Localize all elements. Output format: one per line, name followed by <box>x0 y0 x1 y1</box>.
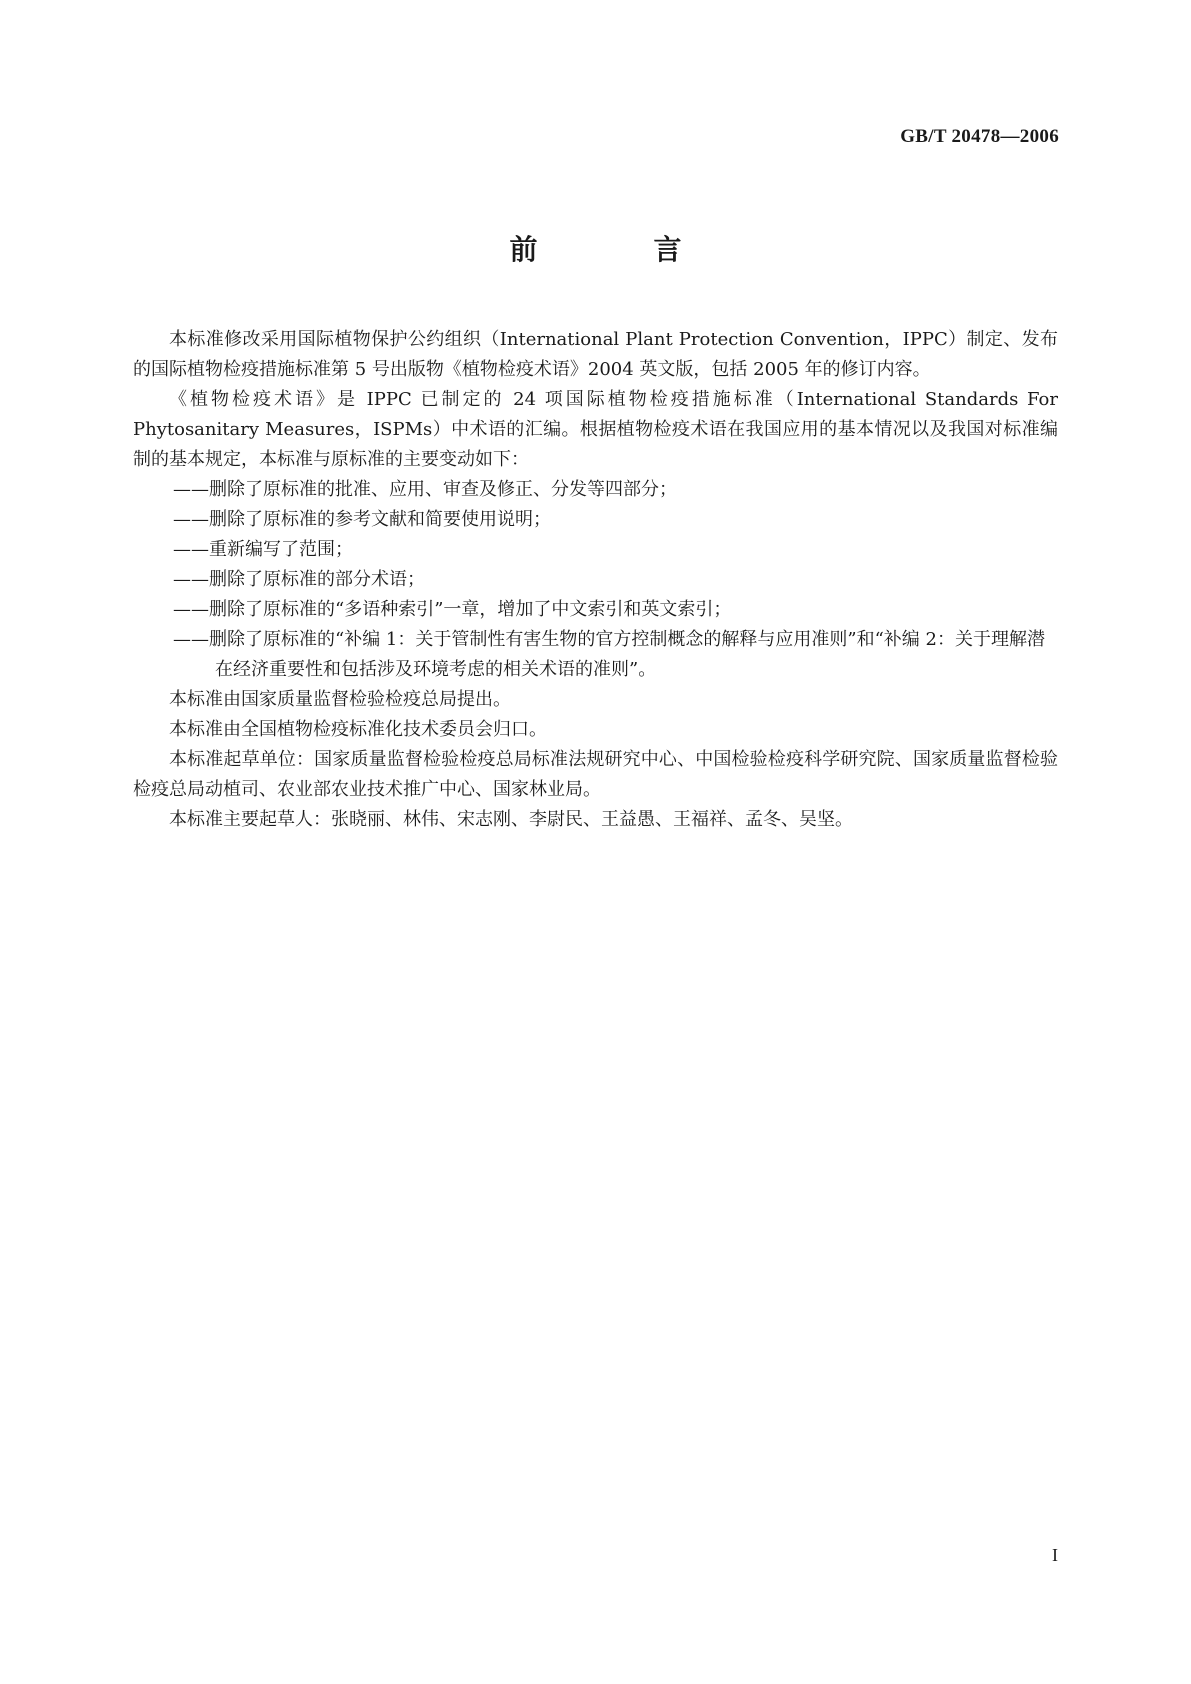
paragraph-changes-intro: 《植物检疫术语》是 IPPC 已制定的 24 项国际植物检疫措施标准（International Standards For Phytosanitary Measures，ISPMs）中术语的汇编。根据植物检疫术语在我国应用的基本情况以及我国对标准编制的基本规定，本标准与原标准的主要变动如下： <box>133 389 1058 470</box>
change-item: ——删除了原标准的“多语种索引”一章，增加了中文索引和英文索引； <box>173 599 732 620</box>
change-item: ——删除了原标准的参考文献和简要使用说明； <box>173 509 551 530</box>
paragraph-committee: 本标准由全国植物检疫标准化技术委员会归口。 <box>169 719 547 740</box>
change-item: ——删除了原标准的“补编 1：关于管制性有害生物的官方控制概念的解释与应用准则”和“补编 2：关于理解潜在经济重要性和包括涉及环境考虑的相关术语的准则”。 <box>173 629 1045 680</box>
page-title: 前 言 <box>509 233 726 266</box>
change-item: ——重新编写了范围； <box>173 539 353 560</box>
paragraph-proposer: 本标准由国家质量监督检验检疫总局提出。 <box>169 689 511 710</box>
change-item: ——删除了原标准的批准、应用、审查及修正、分发等四部分； <box>173 479 677 500</box>
change-item: ——删除了原标准的部分术语； <box>173 569 425 590</box>
paragraph-adoption: 本标准修改采用国际植物保护公约组织（International Plant Protection Convention，IPPC）制定、发布的国际植物检疫措施标准第 5 号出版物《植物检疫术语》2004 英文版，包括 2005 年的修订内容。 <box>133 329 1058 380</box>
page-number: I <box>1052 1545 1058 1565</box>
paragraph-drafting-units: 本标准起草单位：国家质量监督检验检疫总局标准法规研究中心、中国检验检疫科学研究院、国家质量监督检验检疫总局动植司、农业部农业技术推广中心、国家林业局。 <box>133 749 1058 800</box>
document-body <box>133 325 1058 835</box>
standard-code: GB/T 20478—2006 <box>900 126 1059 147</box>
paragraph-drafters: 本标准主要起草人：张晓丽、林伟、宋志刚、李尉民、王益愚、王福祥、孟冬、吴坚。 <box>169 809 853 830</box>
